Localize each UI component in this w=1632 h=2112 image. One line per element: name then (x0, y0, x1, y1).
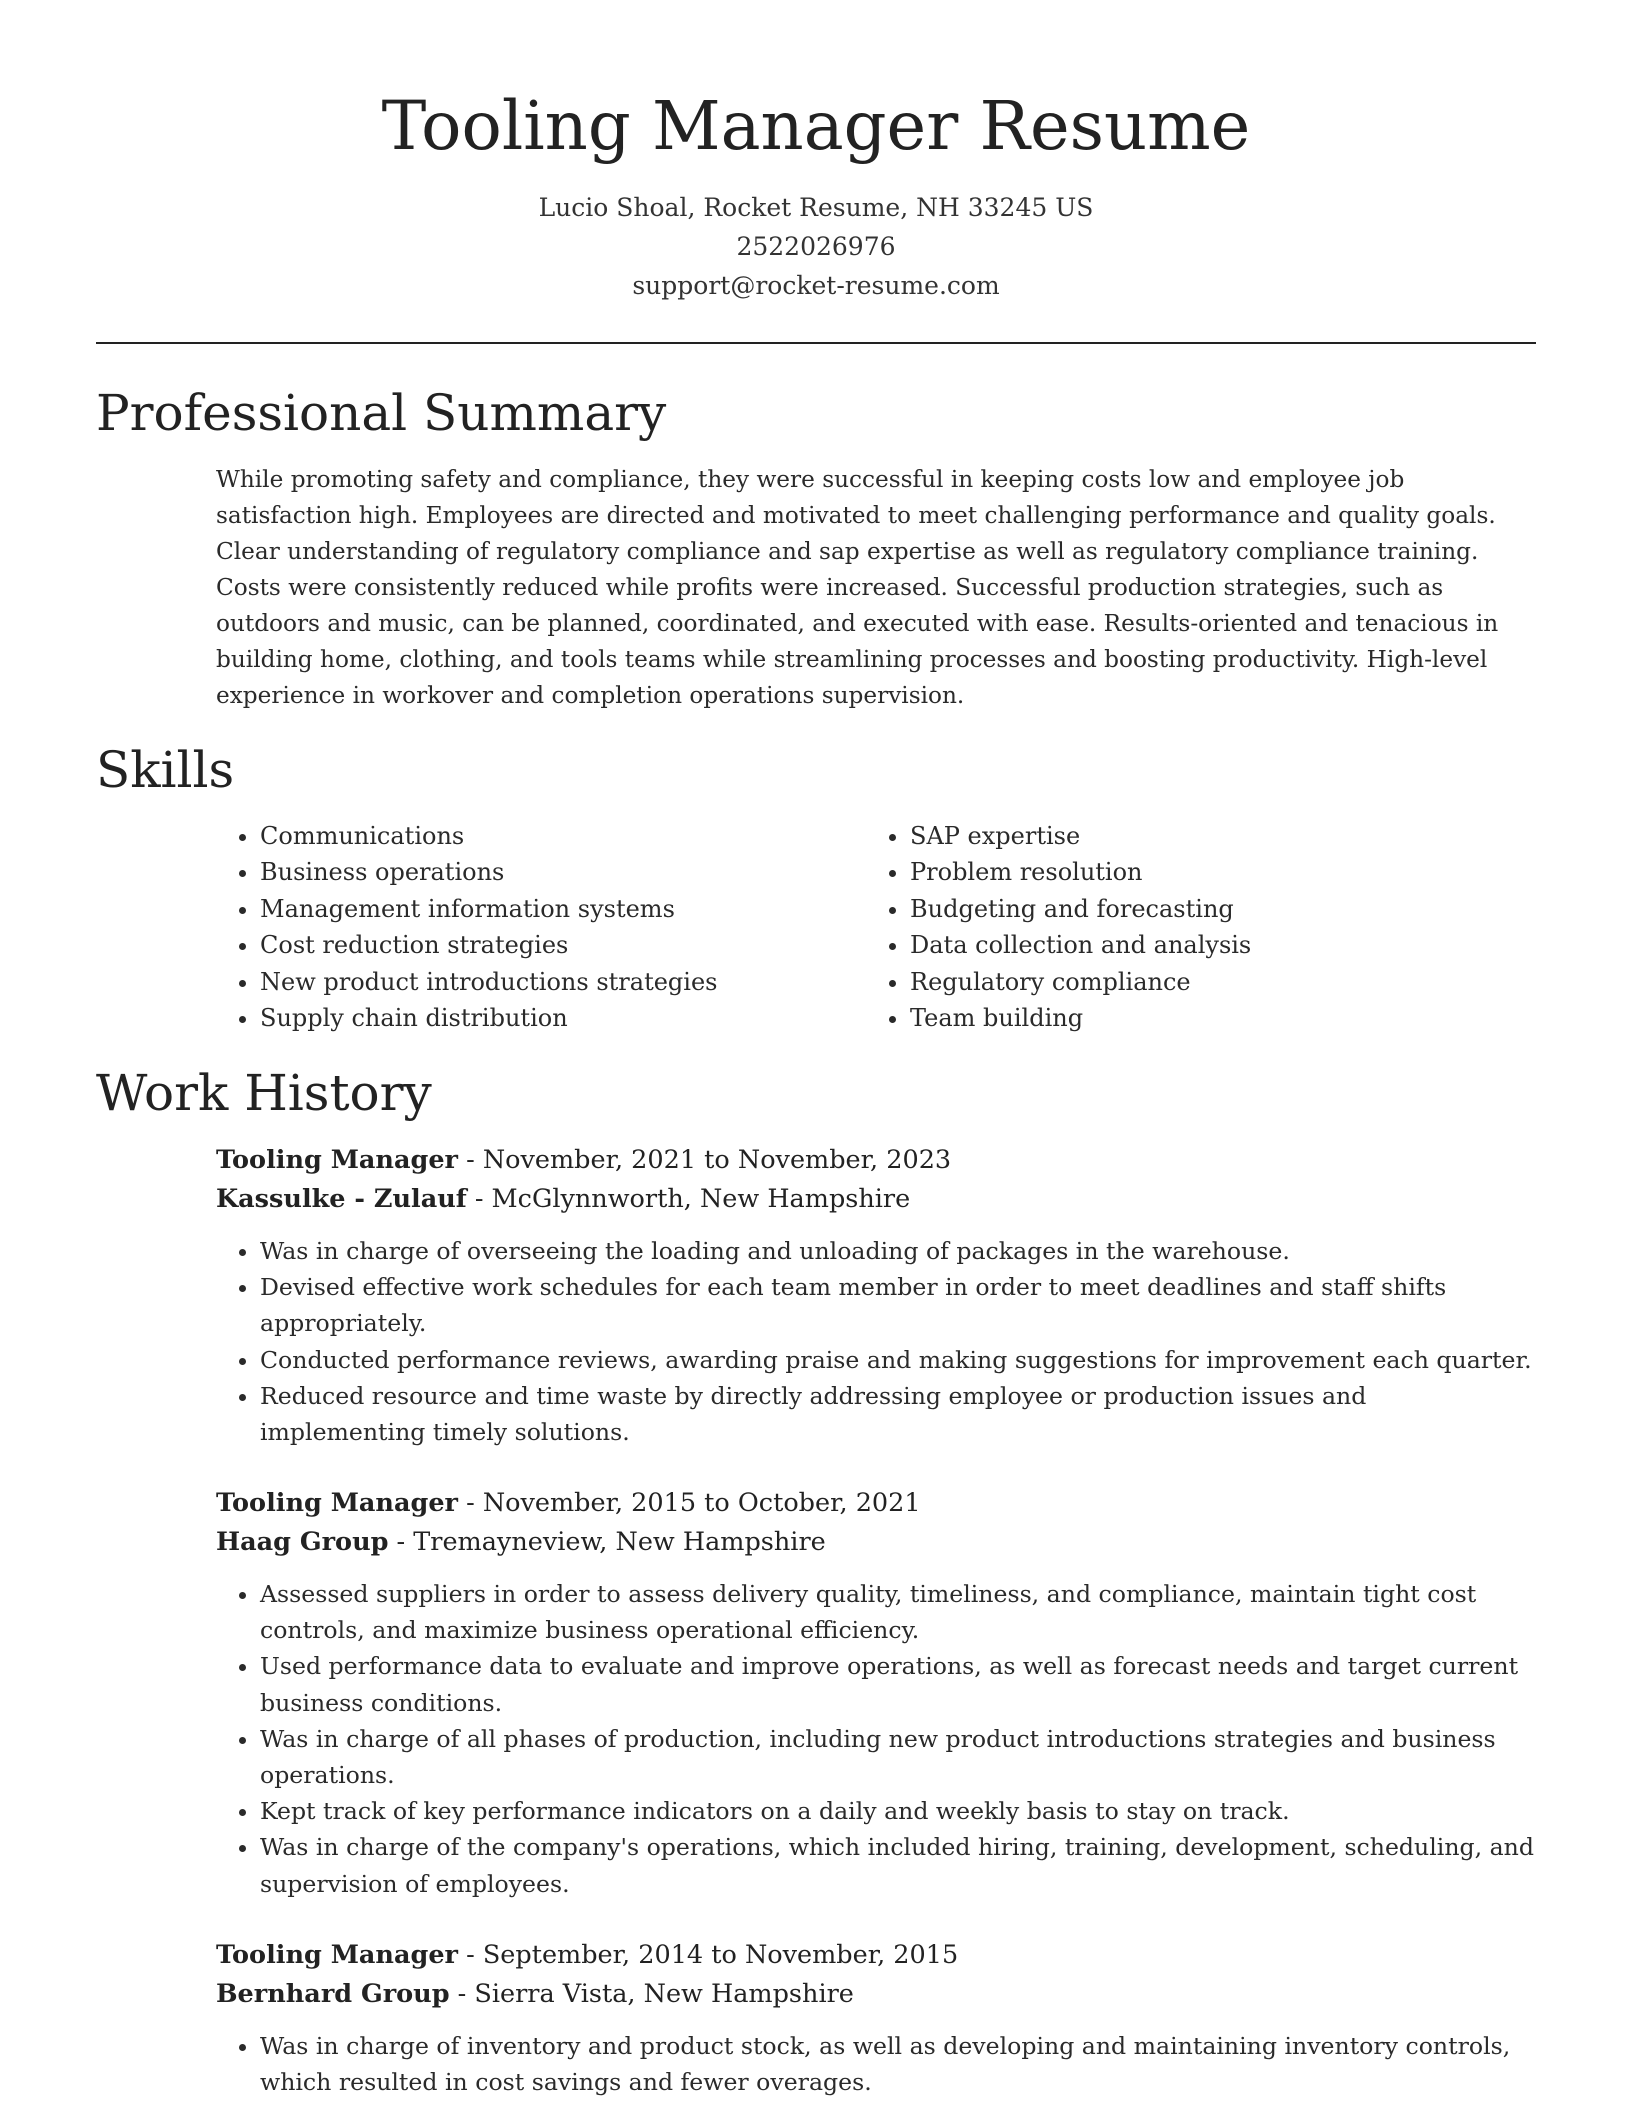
job-bullet: • Was in charge of all phases of production, including new product introductions strategies and business operations. (260, 1721, 1536, 1793)
job-entry (216, 1936, 1536, 2100)
job-title: Tooling Manager (216, 1145, 458, 1175)
skill-item: • Communications (260, 818, 717, 854)
skill-item: • Cost reduction strategies (260, 927, 717, 963)
skill-item: • New product introductions strategies (260, 964, 717, 1000)
job-bullet: • Was in charge of the company's operations, which included hiring, training, development, scheduling, and supervision of employees. (260, 1829, 1536, 1901)
job-bullet: • Was in charge of inventory and product stock, as well as developing and maintaining inventory controls, which resulted in cost savings and fewer overages. (260, 2028, 1536, 2100)
contact-phone: 2522026976 (736, 232, 896, 261)
job-dates: - November, 2015 to October, 2021 (458, 1488, 921, 1518)
job-title: Tooling Manager (216, 1488, 458, 1518)
job-location: - Sierra Vista, New Hampshire (449, 1979, 854, 2009)
job-location: - Tremayneview, New Hampshire (388, 1527, 826, 1557)
job-bullet-list (216, 2028, 1536, 2100)
job-title-line (216, 1484, 1536, 1523)
skill-item: • SAP expertise (910, 818, 1251, 854)
skill-item: • Business operations (260, 854, 717, 890)
job-employer-line (216, 1180, 1536, 1219)
skill-item: • Regulatory compliance (910, 964, 1251, 1000)
job-bullet: • Was in charge of overseeing the loading and unloading of packages in the warehouse. (260, 1233, 1536, 1269)
job-bullet: • Conducted performance reviews, awarding praise and making suggestions for improvement each quarter. (260, 1342, 1536, 1378)
summary-text: While promoting safety and compliance, they were successful in keeping costs low and employee job satisfaction high. Employees are directed and motivated to meet challenging performance and quality goals. Clear understanding of regulatory compliance and sap expertise as well as regulatory compliance training. Costs were consistently reduced while profits were increased. Successful production strategies, such as outdoors and music, can be planned, coordinated, and executed with ease. Results-oriented and tenacious in building home, clothing, and tools teams while streamlining processes and boosting productivity. High-level experience in workover and completion operations supervision. (216, 466, 1499, 709)
skills-list-left (216, 818, 717, 1036)
skill-item: • Management information systems (260, 891, 717, 927)
page-title: Tooling Manager Resume (381, 87, 1251, 165)
contact-address: Lucio Shoal, Rocket Resume, NH 33245 US (538, 193, 1094, 222)
job-dates: - September, 2014 to November, 2015 (458, 1940, 959, 1970)
job-employer-line (216, 1975, 1536, 2014)
job-dates: - November, 2021 to November, 2023 (458, 1145, 952, 1175)
job-title-line (216, 1936, 1536, 1975)
job-bullet: • Kept track of key performance indicators on a daily and weekly basis to stay on track. (260, 1793, 1536, 1829)
skill-item: • Supply chain distribution (260, 1000, 717, 1036)
job-entry (216, 1484, 1536, 1902)
header-divider (96, 342, 1536, 344)
job-bullet: • Devised effective work schedules for each team member in order to meet deadlines and staff shifts appropriately. (260, 1269, 1536, 1341)
summary-heading: Professional Summary (96, 384, 667, 442)
job-bullet: • Reduced resource and time waste by directly addressing employee or production issues and implementing timely solutions. (260, 1378, 1536, 1450)
skills-list-right (866, 818, 1251, 1036)
job-employer-line (216, 1523, 1536, 1562)
job-bullet: • Assessed suppliers in order to assess delivery quality, timeliness, and compliance, maintain tight cost controls, and maximize business operational efficiency. (260, 1576, 1536, 1648)
job-employer: Kassulke - Zulauf (216, 1184, 467, 1214)
job-bullet: • Used performance data to evaluate and improve operations, as well as forecast needs and target current business conditions. (260, 1648, 1536, 1720)
job-title: Tooling Manager (216, 1940, 458, 1970)
job-bullet-list (216, 1576, 1536, 1902)
skill-item: • Budgeting and forecasting (910, 891, 1251, 927)
job-title-line (216, 1141, 1536, 1180)
job-employer: Haag Group (216, 1527, 389, 1557)
skill-item: • Problem resolution (910, 854, 1251, 890)
contact-email: support@rocket-resume.com (632, 271, 1000, 300)
skills-heading: Skills (96, 741, 235, 799)
job-location: - McGlynnworth, New Hampshire (466, 1184, 911, 1214)
contact-info (0, 188, 1632, 305)
job-bullet-list (216, 1233, 1536, 1450)
resume-header (0, 0, 1632, 305)
job-employer: Bernhard Group (216, 1979, 450, 2009)
job-entry (216, 1141, 1536, 1450)
work-history-heading: Work History (96, 1064, 432, 1122)
skill-item: • Team building (910, 1000, 1251, 1036)
skill-item: • Data collection and analysis (910, 927, 1251, 963)
